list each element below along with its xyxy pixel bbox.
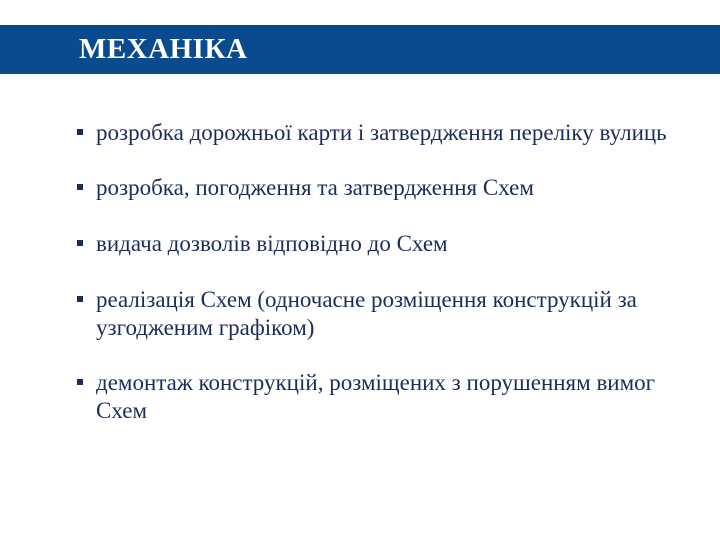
bullet-text: реалізація Схем (одночасне розміщення конструкцій за узгодженим графіком) bbox=[96, 287, 637, 340]
square-bullet-icon bbox=[77, 184, 83, 190]
square-bullet-icon bbox=[77, 379, 83, 385]
bullet-list bbox=[77, 119, 697, 452]
bullet-item bbox=[77, 230, 697, 258]
bullet-item bbox=[77, 286, 697, 342]
title-bar bbox=[0, 25, 720, 74]
bullet-item bbox=[77, 119, 697, 147]
bullet-text: розробка дорожньої карти і затвердження переліку вулиць bbox=[96, 120, 667, 145]
bullet-text: демонтаж конструкцій, розміщених з порушенням вимог Схем bbox=[96, 370, 656, 423]
bullet-text: видача дозволів відповідно до Схем bbox=[96, 231, 448, 256]
square-bullet-icon bbox=[77, 240, 83, 246]
bullet-item bbox=[77, 369, 697, 425]
square-bullet-icon bbox=[77, 129, 83, 135]
slide-title: МЕХАНІКА bbox=[79, 33, 248, 65]
bullet-item bbox=[77, 174, 697, 202]
square-bullet-icon bbox=[77, 296, 83, 302]
bullet-text: розробка, погодження та затвердження Схем bbox=[96, 175, 534, 200]
